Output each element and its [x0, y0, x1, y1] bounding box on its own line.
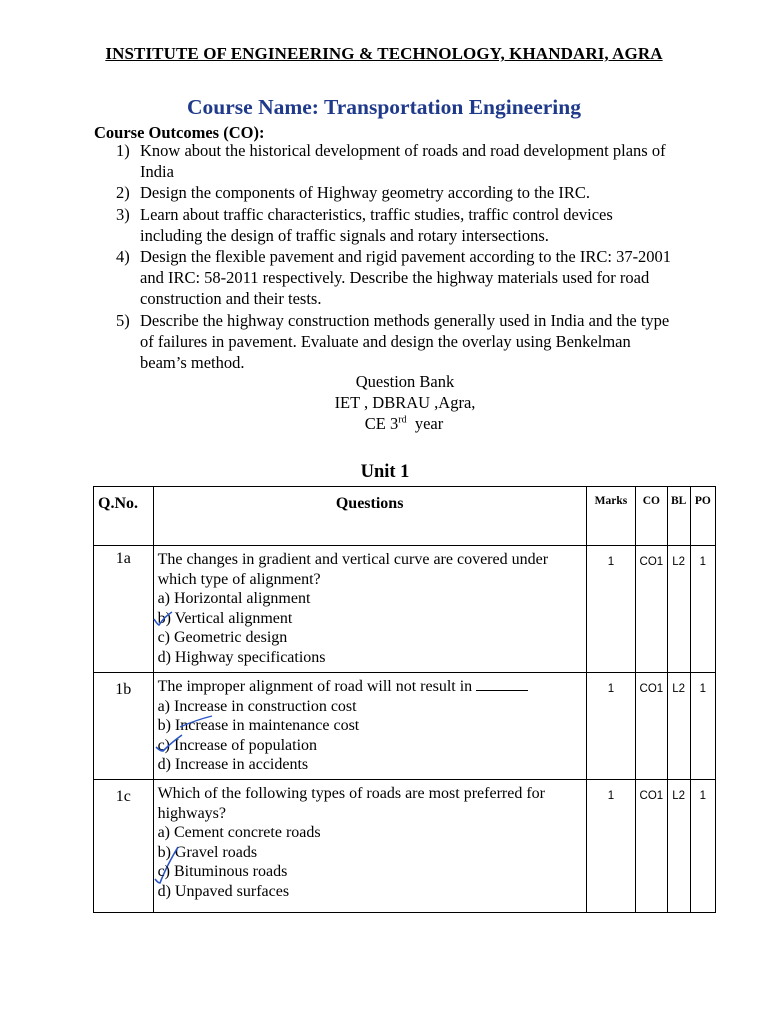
co-value: CO1: [636, 780, 667, 913]
course-outcome-text: Learn about traffic characteristics, traffic studies, traffic control devices including the design of traffic signals and rotary intersections.: [140, 204, 613, 245]
marks-value: 1: [586, 673, 635, 780]
option-b: [158, 716, 582, 736]
course-outcome-item: [116, 182, 676, 203]
course-outcomes-list: [116, 140, 676, 373]
header-qno: Q.No.: [94, 487, 154, 546]
bl-value: L2: [667, 780, 690, 913]
header-co: CO: [636, 487, 667, 546]
question-text-line: [158, 677, 582, 697]
table-row: [94, 546, 716, 673]
course-outcome-text: Design the flexible pavement and rigid pavement according to the IRC: 37-2001 and IRC: 58-2011 respectively. Describe the highway materials used for road construction and their tests.: [140, 247, 672, 309]
question-cell: [153, 673, 586, 780]
option-c: c) Geometric design: [157, 629, 288, 647]
marks-value: 1: [586, 546, 635, 673]
option-c-text: c) Increase of population: [157, 736, 318, 754]
course-outcome-text: Design the components of Highway geometry according to the IRC.: [140, 183, 590, 203]
option-a: a) Increase in construction cost: [157, 697, 357, 715]
header-marks: Marks: [586, 487, 635, 546]
year-prefix: CE 3: [364, 414, 399, 433]
course-outcome-text: Describe the highway construction methods generally used in India and the type of failures in pavement. Evaluate and design the overlay using Benkelman beam’s method.: [140, 310, 670, 373]
co-value: CO1: [636, 673, 667, 780]
bl-value: L2: [667, 546, 690, 673]
option-d: d) Increase in accidents: [157, 756, 309, 774]
course-name: Course Name: Transportation Engineering: [187, 95, 581, 119]
course-outcomes-heading: Course Outcomes (CO):: [94, 123, 265, 142]
question-text: The changes in gradient and vertical curve are covered under which type of alignment?: [157, 551, 549, 588]
year-suffix: year: [406, 414, 444, 433]
course-outcome-item: [116, 246, 676, 310]
question-cell: [153, 780, 586, 913]
course-outcome-number: 5): [116, 310, 130, 330]
bl-value: L2: [667, 673, 690, 780]
option-a: a) Cement concrete roads: [157, 824, 321, 842]
question-table: [93, 486, 716, 913]
header-bl: BL: [667, 487, 690, 546]
question-text: The improper alignment of road will not result in: [157, 678, 473, 695]
option-b-marked: [158, 843, 582, 863]
header-po: PO: [690, 487, 715, 546]
answer-blank: [476, 677, 528, 691]
course-outcome-number: 1): [116, 141, 130, 160]
option-a: a) Horizontal alignment: [157, 590, 311, 608]
table-header-row: [94, 487, 716, 546]
institute-short-name: IET , DBRAU ,Agra,: [334, 393, 476, 412]
course-outcome-number: 2): [116, 183, 130, 203]
question-bank-title: Question Bank: [355, 372, 455, 391]
course-outcome-number: 4): [116, 247, 130, 267]
option-b-marked: [158, 609, 582, 629]
po-value: 1: [690, 673, 715, 780]
year-superscript: rd: [398, 414, 407, 426]
question-number: 1b: [94, 673, 154, 780]
course-outcome-number: 3): [116, 204, 130, 224]
co-value: CO1: [636, 546, 667, 673]
option-c: c) Bituminous roads: [157, 863, 288, 881]
class-year: [0, 414, 768, 434]
option-c-marked: [158, 736, 582, 756]
po-value: 1: [690, 780, 715, 913]
option-d: d) Unpaved surfaces: [157, 882, 290, 900]
table-row: [94, 673, 716, 780]
option-b-text: b) Vertical alignment: [157, 609, 293, 627]
po-value: 1: [690, 546, 715, 673]
marks-value: 1: [586, 780, 635, 913]
table-row: [94, 780, 716, 913]
option-b-text: b) Gravel roads: [157, 843, 258, 861]
course-outcome-item: [116, 204, 676, 246]
question-cell: [153, 546, 586, 673]
option-b-text: b) Increase in maintenance cost: [157, 717, 360, 735]
question-text: Which of the following types of roads are most preferred for highways?: [157, 785, 545, 822]
institute-title: INSTITUTE OF ENGINEERING & TECHNOLOGY, KHANDARI, AGRA: [105, 44, 663, 63]
header-questions: Questions: [153, 487, 586, 546]
course-outcome-item: [116, 310, 676, 374]
option-d: d) Highway specifications: [157, 648, 326, 666]
course-outcome-text: Know about the historical development of roads and road development plans of India: [140, 141, 666, 182]
unit-title: Unit 1: [360, 462, 410, 482]
question-number: 1a: [94, 546, 154, 673]
course-outcome-item: [116, 140, 676, 182]
question-number: 1c: [94, 780, 154, 913]
